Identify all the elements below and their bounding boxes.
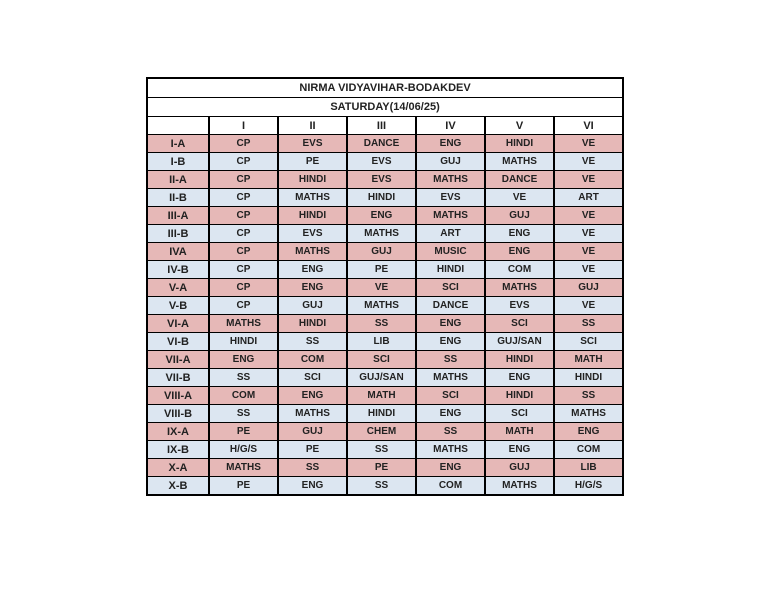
subject-cell: MUSIC <box>416 243 485 261</box>
subject-cell: DANCE <box>416 297 485 315</box>
subject-cell: PE <box>278 441 347 459</box>
timetable-row <box>147 351 623 369</box>
class-name-cell: IVA <box>147 243 209 261</box>
class-name-cell: I-A <box>147 135 209 153</box>
class-name-cell: III-B <box>147 225 209 243</box>
subject-cell: MATH <box>485 423 554 441</box>
subject-cell: PE <box>209 477 278 496</box>
subject-cell: EVS <box>347 153 416 171</box>
subject-cell: SS <box>209 405 278 423</box>
subject-cell: DANCE <box>485 171 554 189</box>
subject-cell: HINDI <box>209 333 278 351</box>
subject-cell: VE <box>554 207 623 225</box>
subject-cell: CP <box>209 189 278 207</box>
period-header: III <box>347 117 416 135</box>
timetable-row <box>147 315 623 333</box>
subject-cell: MATHS <box>554 405 623 423</box>
timetable-row <box>147 387 623 405</box>
subject-cell: SS <box>347 315 416 333</box>
subject-cell: MATHS <box>485 477 554 496</box>
subject-cell: MATHS <box>416 171 485 189</box>
subject-cell: SCI <box>278 369 347 387</box>
school-name: NIRMA VIDYAVIHAR-BODAKDEV <box>147 78 623 98</box>
subject-cell: SS <box>278 333 347 351</box>
subject-cell: CP <box>209 243 278 261</box>
subject-cell: ENG <box>278 477 347 496</box>
subject-cell: LIB <box>347 333 416 351</box>
class-name-cell: VII-A <box>147 351 209 369</box>
subject-cell: ENG <box>278 387 347 405</box>
class-name-cell: VI-A <box>147 315 209 333</box>
day-title: SATURDAY(14/06/25) <box>147 98 623 117</box>
subject-cell: ENG <box>416 333 485 351</box>
timetable <box>146 77 624 496</box>
subject-cell: VE <box>554 135 623 153</box>
subject-cell: GUJ/SAN <box>485 333 554 351</box>
subject-cell: GUJ <box>278 297 347 315</box>
subject-cell: SCI <box>554 333 623 351</box>
subject-cell: VE <box>554 297 623 315</box>
subject-cell: VE <box>554 261 623 279</box>
subject-cell: CP <box>209 225 278 243</box>
subject-cell: ENG <box>416 315 485 333</box>
subject-cell: COM <box>209 387 278 405</box>
subject-cell: MATHS <box>278 243 347 261</box>
timetable-body <box>147 135 623 496</box>
school-name-row <box>147 78 623 98</box>
subject-cell: GUJ <box>554 279 623 297</box>
timetable-row <box>147 441 623 459</box>
subject-cell: MATH <box>554 351 623 369</box>
subject-cell: EVS <box>278 225 347 243</box>
class-name-cell: X-B <box>147 477 209 496</box>
subject-cell: GUJ <box>485 207 554 225</box>
period-header: VI <box>554 117 623 135</box>
subject-cell: HINDI <box>485 387 554 405</box>
subject-cell: MATHS <box>278 405 347 423</box>
timetable-row <box>147 207 623 225</box>
subject-cell: VE <box>485 189 554 207</box>
subject-cell: MATHS <box>485 153 554 171</box>
subject-cell: HINDI <box>278 315 347 333</box>
subject-cell: H/G/S <box>554 477 623 496</box>
subject-cell: ENG <box>416 135 485 153</box>
timetable-row <box>147 153 623 171</box>
subject-cell: ENG <box>416 405 485 423</box>
subject-cell: ART <box>416 225 485 243</box>
subject-cell: CP <box>209 135 278 153</box>
class-name-cell: VIII-B <box>147 405 209 423</box>
subject-cell: PE <box>209 423 278 441</box>
subject-cell: ENG <box>554 423 623 441</box>
subject-cell: HINDI <box>485 135 554 153</box>
subject-cell: VE <box>554 153 623 171</box>
subject-cell: CP <box>209 279 278 297</box>
subject-cell: EVS <box>485 297 554 315</box>
subject-cell: LIB <box>554 459 623 477</box>
subject-cell: GUJ/SAN <box>347 369 416 387</box>
subject-cell: DANCE <box>347 135 416 153</box>
period-header: V <box>485 117 554 135</box>
subject-cell: EVS <box>416 189 485 207</box>
subject-cell: MATHS <box>278 189 347 207</box>
subject-cell: SS <box>554 315 623 333</box>
timetable-row <box>147 459 623 477</box>
subject-cell: VE <box>554 225 623 243</box>
subject-cell: VE <box>554 243 623 261</box>
subject-cell: CP <box>209 171 278 189</box>
class-name-cell: IV-B <box>147 261 209 279</box>
subject-cell: SS <box>278 459 347 477</box>
subject-cell: H/G/S <box>209 441 278 459</box>
subject-cell: CP <box>209 207 278 225</box>
subject-cell: VE <box>347 279 416 297</box>
subject-cell: SCI <box>347 351 416 369</box>
subject-cell: MATHS <box>347 297 416 315</box>
class-name-cell: V-A <box>147 279 209 297</box>
period-header: I <box>209 117 278 135</box>
subject-cell: COM <box>416 477 485 496</box>
subject-cell: MATHS <box>485 279 554 297</box>
timetable-row <box>147 189 623 207</box>
subject-cell: HINDI <box>278 207 347 225</box>
subject-cell: PE <box>278 153 347 171</box>
subject-cell: PE <box>347 261 416 279</box>
subject-cell: SCI <box>416 387 485 405</box>
class-name-cell: IX-A <box>147 423 209 441</box>
class-name-cell: VII-B <box>147 369 209 387</box>
subject-cell: EVS <box>347 171 416 189</box>
subject-cell: GUJ <box>347 243 416 261</box>
timetable-row <box>147 261 623 279</box>
timetable-row <box>147 225 623 243</box>
subject-cell: HINDI <box>347 405 416 423</box>
timetable-row <box>147 243 623 261</box>
subject-cell: ENG <box>485 441 554 459</box>
timetable-row <box>147 135 623 153</box>
subject-cell: SS <box>416 351 485 369</box>
subject-cell: SCI <box>416 279 485 297</box>
subject-cell: HINDI <box>347 189 416 207</box>
day-title-row <box>147 98 623 117</box>
period-header: II <box>278 117 347 135</box>
class-name-cell: I-B <box>147 153 209 171</box>
subject-cell: ENG <box>209 351 278 369</box>
timetable-row <box>147 477 623 496</box>
class-name-cell: VI-B <box>147 333 209 351</box>
subject-cell: ENG <box>485 369 554 387</box>
timetable-row <box>147 279 623 297</box>
subject-cell: CHEM <box>347 423 416 441</box>
subject-cell: MATHS <box>347 225 416 243</box>
subject-cell: HINDI <box>485 351 554 369</box>
subject-cell: SS <box>347 441 416 459</box>
subject-cell: CP <box>209 261 278 279</box>
timetable-row <box>147 405 623 423</box>
timetable-row <box>147 369 623 387</box>
subject-cell: COM <box>485 261 554 279</box>
subject-cell: SS <box>554 387 623 405</box>
subject-cell: MATHS <box>209 315 278 333</box>
subject-cell: ART <box>554 189 623 207</box>
subject-cell: CP <box>209 297 278 315</box>
subject-cell: SS <box>347 477 416 496</box>
subject-cell: MATHS <box>416 207 485 225</box>
timetable-row <box>147 297 623 315</box>
subject-cell: HINDI <box>416 261 485 279</box>
subject-cell: ENG <box>416 459 485 477</box>
class-name-cell: IX-B <box>147 441 209 459</box>
subject-cell: SS <box>209 369 278 387</box>
subject-cell: PE <box>347 459 416 477</box>
subject-cell: COM <box>278 351 347 369</box>
subject-cell: ENG <box>278 279 347 297</box>
subject-cell: GUJ <box>416 153 485 171</box>
subject-cell: ENG <box>485 225 554 243</box>
subject-cell: HINDI <box>278 171 347 189</box>
subject-cell: VE <box>554 171 623 189</box>
subject-cell: GUJ <box>485 459 554 477</box>
subject-cell: HINDI <box>554 369 623 387</box>
subject-cell: COM <box>554 441 623 459</box>
subject-cell: MATHS <box>416 441 485 459</box>
timetable-row <box>147 171 623 189</box>
subject-cell: MATH <box>347 387 416 405</box>
class-name-cell: V-B <box>147 297 209 315</box>
subject-cell: SCI <box>485 405 554 423</box>
class-name-cell: II-A <box>147 171 209 189</box>
class-name-cell: VIII-A <box>147 387 209 405</box>
subject-cell: ENG <box>347 207 416 225</box>
subject-cell: CP <box>209 153 278 171</box>
class-name-cell: X-A <box>147 459 209 477</box>
class-header-blank <box>147 117 209 135</box>
period-header: IV <box>416 117 485 135</box>
subject-cell: MATHS <box>209 459 278 477</box>
subject-cell: ENG <box>485 243 554 261</box>
subject-cell: SCI <box>485 315 554 333</box>
subject-cell: SS <box>416 423 485 441</box>
subject-cell: GUJ <box>278 423 347 441</box>
period-header-row <box>147 117 623 135</box>
timetable-row <box>147 333 623 351</box>
class-name-cell: II-B <box>147 189 209 207</box>
class-name-cell: III-A <box>147 207 209 225</box>
subject-cell: MATHS <box>416 369 485 387</box>
subject-cell: ENG <box>278 261 347 279</box>
timetable-sheet <box>146 77 621 496</box>
subject-cell: EVS <box>278 135 347 153</box>
timetable-row <box>147 423 623 441</box>
